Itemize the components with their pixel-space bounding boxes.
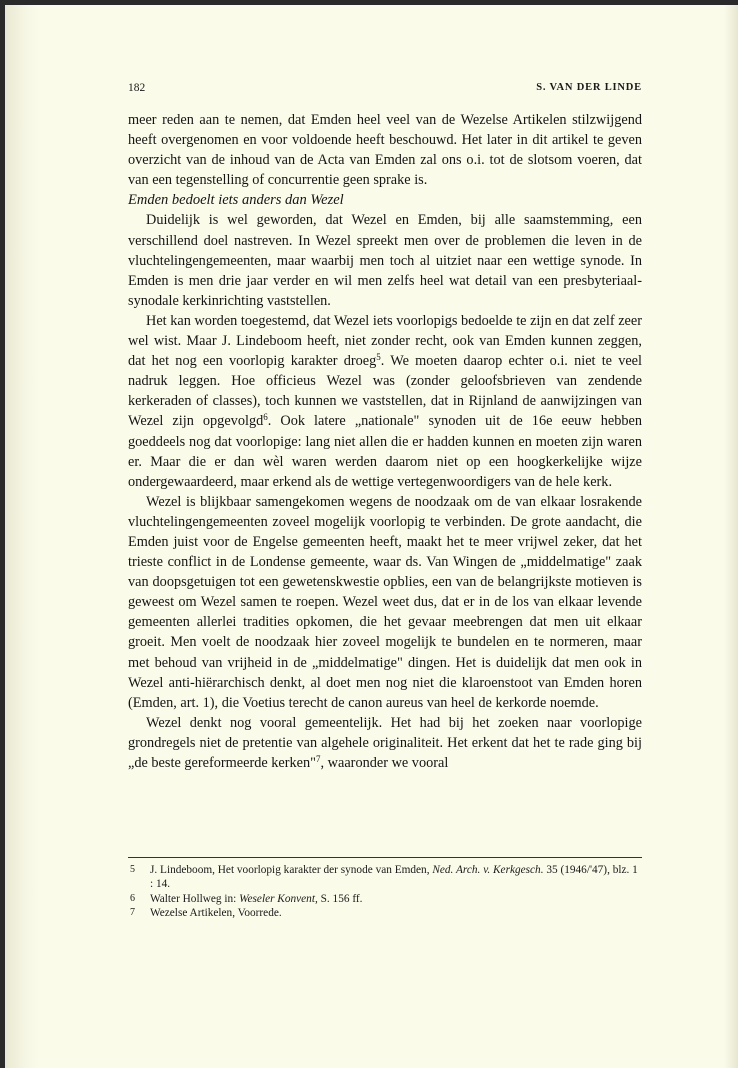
running-head: S. VAN DER LINDE — [536, 82, 642, 93]
footnote-rule — [128, 857, 642, 858]
paragraph-4: Wezel is blijkbaar samengekomen wegens de noodzaak om de van elkaar losrakende vluchtelingengemeenten zoveel mogelijk voorlopig te verbinden. De grote aandacht, die Emden juist voor de Engelse gemeenten heeft, maakt het te meer vrijwel zeker, dat het trieste conflict in de Londense gemeente, waar ds. Van Wingen de „middelmatige" zaak van doopsgetuigen tot een gewetenskwestie opblies, een van de belangrijkste motieven is geweest om Wezel samen te roepen. Wezel weet dus, dat er in de los van elkaar levende gemeenten allerlei tradities opkomen, die het gevaar meebrengen dat men uit elkaar groeit. Men voelt de noodzaak hier zoveel mogelijk te bundelen en te normeren, maar met behoud van vrijheid in de „middelmatige" dingen. Het is duidelijk dat men ook in Wezel anti-hiërarchisch denkt, al doet men nog niet die klaroenstoot van Emden horen (Emden, art. 1), die Voetius terecht de canon aureus van heel de kerkorde noemde. — [128, 493, 642, 711]
paragraph-3-part-c: . Ook latere „nationale" synoden uit de 16e eeuw hebben goeddeels nog dat voorlopige: lang niet allen die er hadden kunnen en moeten zijn waren er. Maar die er dan wèl waren werden daarom niet op een hoogkerkelijke wijze ondergewaardeerd, maar erkend als de wettige vertegenwoordigers van de hele kerk. — [128, 413, 642, 490]
footnote-text-end: 35 (1946/'47), blz. 1 : 14. — [150, 864, 638, 891]
footnote-italic: Weseler Konvent, — [239, 892, 318, 905]
paragraph-3-part-a: Het kan worden toegestemd, dat Wezel iets voorlopigs bedoelde te zijn en dat zelf zeer wel wist. Maar J. Lindeboom heeft, niet zonder recht, ook van Emden kunnen zeggen, dat het nog een voorlopig karakter droeg — [128, 312, 643, 370]
footnote-text: J. Lindeboom, Het voorlopig karakter der synode van Emden, — [150, 864, 433, 876]
footnote-text-end: S. 156 ff. — [317, 892, 363, 905]
footnote-text: Wezelse Artikelen, Voorrede. — [150, 906, 282, 919]
paragraph-3-part-b: . We moeten daarop echter o.i. niet te veel nadruk leggen. Hoe officieus Wezel was (zonder geloofsbrieven van zendende kerkeraden of classes), toch kunnen we vaststellen, dat in Rijnland de aanwijzingen van Wezel zijn opgevolgd — [128, 353, 643, 430]
footnote-text: Walter Hollweg in: — [150, 892, 240, 905]
page-number: 182 — [128, 82, 146, 94]
footnote-ref-7[interactable]: 7 — [316, 754, 321, 764]
footnotes — [128, 863, 642, 920]
paragraph-5-part-a: Wezel denkt nog vooral gemeentelijk. Het had bij het zoeken naar voorlopige grondregels niet de pretentie van algehele originaliteit. Het erkent dat het te rade ging bij „de beste gereformeerde kerken" — [128, 714, 642, 771]
footnote-7 — [128, 906, 642, 920]
paragraph-5 — [128, 713, 642, 773]
section-heading: Emden bedoelt iets anders dan Wezel — [128, 192, 344, 209]
footnote-ref-5[interactable]: 5 — [376, 352, 381, 363]
footnote-number: 5 — [130, 864, 135, 875]
page-edge-shadow — [724, 5, 738, 1068]
footnote-italic: Ned. Arch. v. Kerkgesch. — [432, 864, 544, 876]
footnote-6 — [128, 892, 642, 906]
paragraph-2: Duidelijk is wel geworden, dat Wezel en Emden, bij alle saamstemming, een verschillend doel nastreven. In Wezel spreekt men over de problemen die leven in de vluchtelingengemeenten, maar waarbij men toch al uitziet naar een wettige synode. In Emden is men drie jaar verder en wil men zelfs heel wat detail van een presbyteriaal-synodale kerkinrichting vaststellen. — [128, 212, 642, 309]
page-gutter-shadow — [5, 5, 39, 1068]
footnote-number: 7 — [130, 906, 135, 918]
footnote-number: 6 — [130, 892, 135, 904]
paragraph-1: meer reden aan te nemen, dat Emden heel veel van de Wezelse Artikelen stilzwijgend heeft overgenomen en voor voldoende heeft beschouwd. Het later in dit artikel te geven overzicht van de inhoud van de Acta van Emden zal ons o.i. tot de slotsom voeren, dat van een tegenstelling of concurrentie geen sprake is. — [128, 112, 642, 189]
footnote-ref-6[interactable]: 6 — [263, 412, 268, 423]
footnote-5 — [128, 863, 642, 892]
paragraph-5-part-b: , waaronder we vooral — [320, 755, 449, 771]
paragraph-3 — [128, 311, 642, 492]
body-text — [128, 110, 642, 773]
